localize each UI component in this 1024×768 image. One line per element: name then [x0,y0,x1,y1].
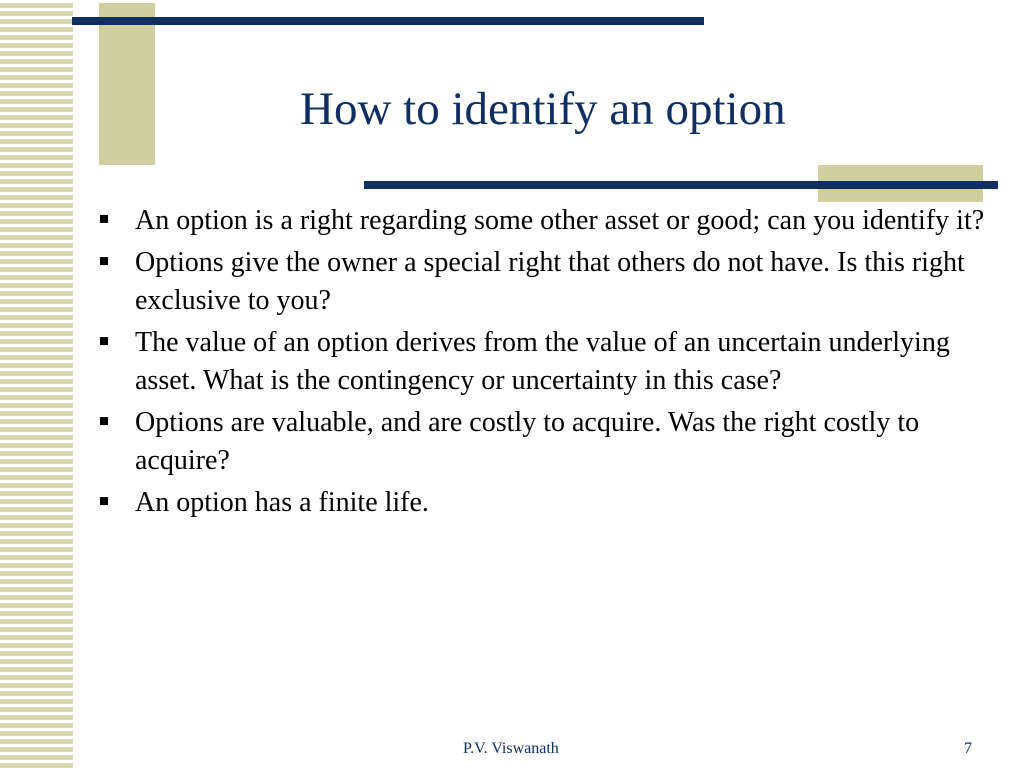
bullet-text: Options give the owner a special right that others do not have. Is this right exclusive to you? [135,247,965,316]
left-stripe-decoration [0,0,73,768]
bullet-item [98,484,998,522]
title-underline-rule [364,181,998,189]
bullet-text: An option is a right regarding some other asset or good; can you identify it? [135,205,985,236]
page-number: 7 [964,740,972,757]
bullet-text: An option has a finite life. [135,487,429,518]
square-bullet-icon [100,337,108,345]
top-rule [72,17,704,25]
square-bullet-icon [100,417,108,425]
square-bullet-icon [100,257,108,265]
accent-block-top [99,3,155,165]
square-bullet-icon [100,497,108,505]
slide-title: How to identify an option [300,83,786,135]
bullet-item [98,202,998,240]
bullet-text: The value of an option derives from the value of an uncertain underlying asset. What is the contingency or uncertainty in this case? [135,327,950,396]
bullet-item [98,404,998,480]
bullet-list [98,202,998,526]
footer-author: P.V. Viswanath [463,740,559,757]
bullet-item [98,324,998,400]
bullet-item [98,244,998,320]
bullet-text: Options are valuable, and are costly to acquire. Was the right costly to acquire? [135,407,920,476]
square-bullet-icon [100,215,108,223]
